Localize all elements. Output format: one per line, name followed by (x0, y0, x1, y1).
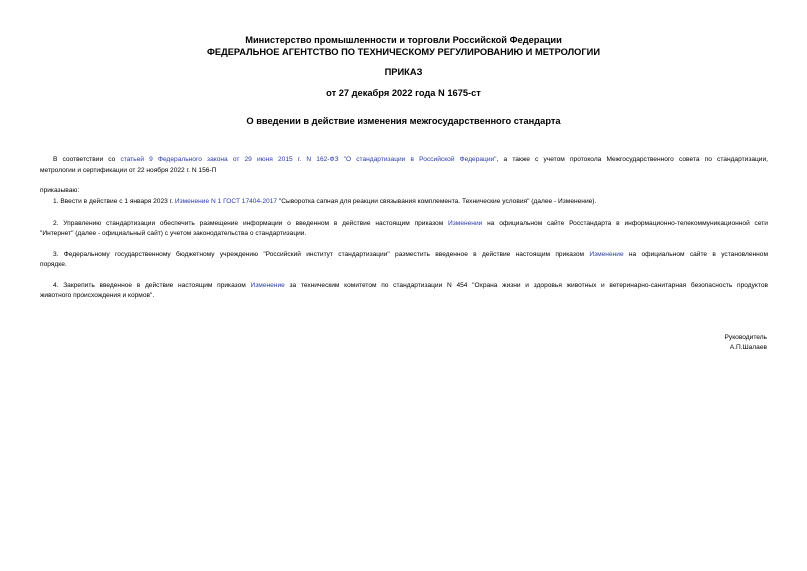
item-4-line-1 (53, 281, 768, 291)
item-2-text-end: на официальном сайте Росстандарта в информационно-телекоммуникационной сети (482, 220, 768, 227)
preamble-line-2: метрологии и сертификации от 22 ноября 2022 г. N 156-П (40, 167, 217, 174)
item-3-text-end: на официальном сайте в установленном (623, 251, 768, 258)
item-4-text: 4. Закрепить введенное в действие настоящим приказом (53, 282, 251, 289)
change-link-item-4[interactable]: Изменение (250, 282, 285, 289)
preamble-line-1 (53, 155, 768, 165)
document-title: О введении в действие изменения межгосударственного стандарта (246, 116, 561, 126)
item-1-text-end: "Сыворотка сапная для реакции связывания комплемента. Технические условия" (далее - Изменение). (277, 198, 597, 205)
item-2-text: 2. Управлению стандартизации обеспечить размещение информации о введенном в действие настоящим приказом (53, 220, 449, 227)
item-4-line-2: животного происхождения и кормов". (40, 292, 155, 299)
order-word: приказываю: (40, 187, 80, 194)
agency-heading: ФЕДЕРАЛЬНОЕ АГЕНТСТВО ПО ТЕХНИЧЕСКОМУ РЕГУЛИРОВАНИЮ И МЕТРОЛОГИИ (206, 47, 601, 57)
item-3-line-2: порядке. (40, 261, 67, 268)
preamble-text: В соответствии со (53, 156, 121, 163)
item-2-line-2: "Интернет" (далее - официальный сайт) с учетом законодательства о стандартизации. (40, 230, 307, 237)
federal-law-link[interactable]: статьей 9 Федерального закона от 29 июня 2015 г. N 162-ФЗ "О стандартизации в Российской Федерации" (120, 156, 497, 163)
item-2-line-1 (53, 219, 768, 229)
item-3-line-1 (53, 250, 768, 260)
signature-name: А.П.Шалаев (729, 344, 767, 351)
gost-change-link[interactable]: Изменение N 1 ГОСТ 17404-2017 (174, 198, 278, 205)
change-link-item-2[interactable]: Изменении (448, 220, 483, 227)
signature-position: Руководитель (724, 334, 767, 341)
item-3-text: 3. Федеральному государственному бюджетному учреждению "Российский институт стандартизации" разместить введенное в действие настоящим приказом (53, 251, 590, 258)
change-link-item-3[interactable]: Изменение (589, 251, 624, 258)
document-date-number: от 27 декабря 2022 года N 1675-ст (326, 88, 481, 98)
item-4-text-end: за техническим комитетом по стандартизации N 454 "Охрана жизни и здоровья животных и ветеринарно-санитарная безопасность продуктов (284, 282, 769, 289)
item-1 (53, 197, 768, 207)
ministry-heading: Министерство промышленности и торговли Российской Федерации (245, 35, 562, 45)
preamble-text-end: , а также с учетом протокола Межгосударственного совета по стандартизации, (496, 156, 768, 163)
item-1-text: 1. Ввести в действие с 1 января 2023 г. (53, 198, 175, 205)
document-type: ПРИКАЗ (384, 67, 423, 77)
